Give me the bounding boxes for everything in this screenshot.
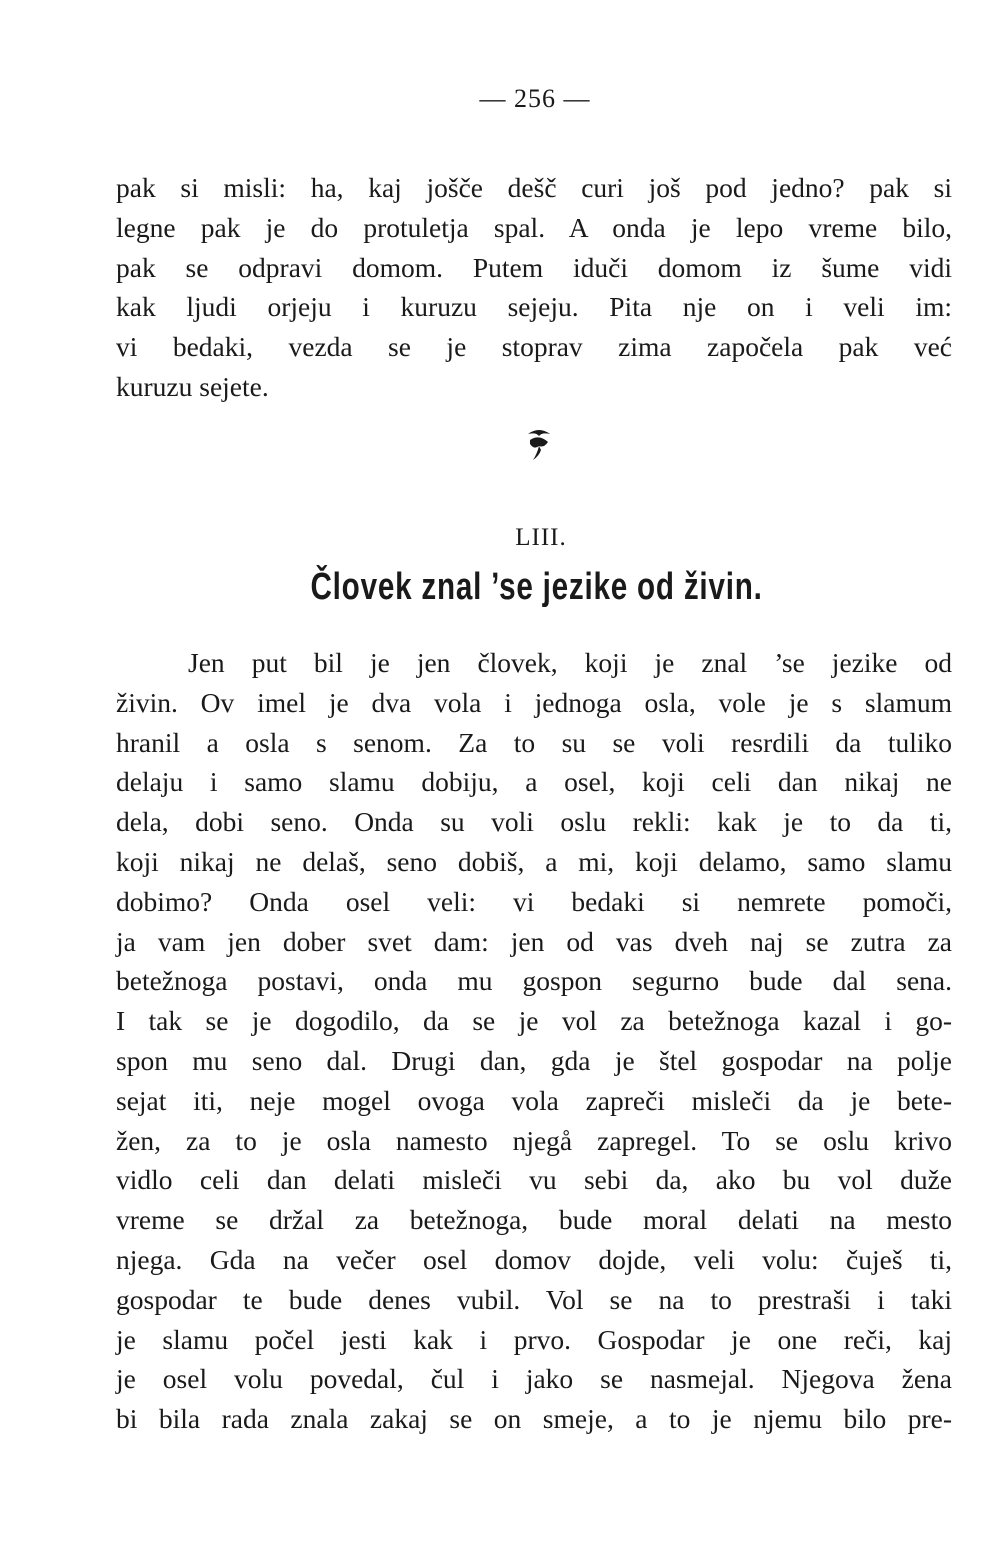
text-line: je osel volu povedal, čul i jako se nasmejal. Njegova žena (116, 1363, 952, 1395)
text-line: živin. Ov imel je dva vola i jednoga osla, vole je s slamum (116, 686, 952, 718)
text-line: delaju i samo slamu dobiju, a osel, koji celi dan nikaj ne (116, 766, 952, 798)
text-line: pak se odpravi domom. Putem iduči domom iz šume vidi (116, 251, 952, 283)
text-line: vreme se držal za betežnoga, bude moral delati na mesto (116, 1204, 952, 1236)
text-line: dobimo? Onda osel veli: vi bedaki si nemrete pomoči, (116, 885, 952, 917)
text-line: kuruzu sejete. (116, 370, 269, 402)
text-line: njega. Gda na večer osel domov dojde, veli volu: čuješ ti, (116, 1243, 952, 1275)
text-line: spon mu seno dal. Drugi dan, gda je štel gospodar na polje (116, 1044, 952, 1076)
fleuron-icon (524, 424, 554, 464)
text-line: koji nikaj ne delaš, seno dobiš, a mi, koji delamo, samo slamu (116, 845, 952, 877)
text-line: legne pak je do protuletja spal. A onda je lepo vreme bilo, (116, 211, 952, 243)
text-line: hranil a osla s senom. Za to su se voli resrdili da tuliko (116, 726, 952, 758)
text-line: žen, za to je osla namesto njegå zapregel. To se oslu krivo (116, 1124, 952, 1156)
text-line: vi bedaki, vezda se je stoprav zima započela pak već (116, 331, 952, 363)
text-line: pak si misli: ha, kaj jošče dešč curi još pod jedno? pak si (116, 172, 952, 203)
page-number: — 256 — (479, 84, 591, 113)
text-line: dela, dobi seno. Onda su voli oslu rekli: kak je to da ti, (116, 806, 952, 838)
text-line: kak ljudi orjeju i kuruzu sejeju. Pita nje on i veli im: (116, 291, 952, 323)
text-line: gospodar te bude denes vubil. Vol se na to prestraši i taki (116, 1283, 952, 1315)
chapter-number: LIII. (515, 524, 567, 551)
chapter-title: Človek znal ’se jezike od živin. (310, 566, 763, 608)
text-line: bi bila rada znala zakaj se on smeje, a to je njemu bilo pre- (116, 1403, 952, 1435)
top-paragraph (116, 168, 952, 407)
text-line: Jen put bil je jen človek, koji je znal ’se jezike od (188, 647, 952, 678)
text-line: vidlo celi dan delati misleči vu sebi da, ako bu vol duže (116, 1164, 952, 1196)
text-line: betežnoga postavi, onda mu gospon segurno bude dal sena. (116, 965, 952, 997)
text-line: je slamu počel jesti kak i prvo. Gospodar je one reči, kaj (116, 1323, 952, 1355)
text-line: I tak se je dogodilo, da se je vol za betežnoga kazal i go- (116, 1005, 952, 1037)
text-line: ja vam jen dober svet dam: jen od vas dveh naj se zutra za (116, 925, 952, 957)
text-line: sejat iti, neje mogel ovoga vola zapreči misleči da je bete- (116, 1084, 952, 1116)
main-paragraph (116, 643, 952, 1439)
